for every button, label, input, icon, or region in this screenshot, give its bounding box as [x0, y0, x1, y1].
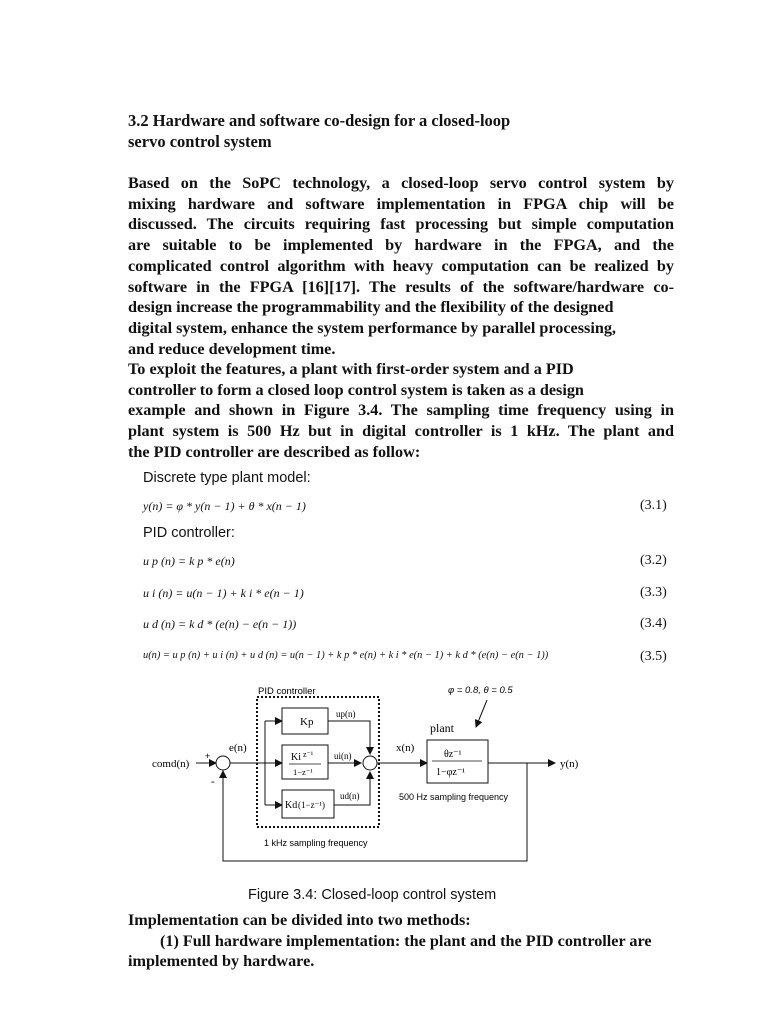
equation-number: (3.1): [640, 498, 667, 513]
text-line: implemented by hardware.: [128, 952, 315, 971]
error-summing-junction: [216, 756, 230, 770]
text-line: controller to form a closed loop control system is taken as a design: [128, 380, 584, 399]
equation-3-3: u i (n) = u(n − 1) + k i * e(n − 1): [143, 586, 304, 600]
error-label: e(n): [229, 742, 247, 754]
equation-3-2: u p (n) = k p * e(n): [143, 554, 235, 568]
kd-label: Kd: [285, 800, 298, 811]
ki-label: Ki: [291, 752, 301, 763]
pid-controller-title: PID controller: [258, 686, 316, 697]
text-line: plant system is 500 Hz but in digital controller is 1 kHz. The plant and: [128, 422, 674, 441]
controller-summing-junction: [363, 756, 377, 770]
params-arrow: [476, 700, 487, 727]
equation-3-5: u(n) = u p (n) + u i (n) + u d (n) = u(n − 1) + k p * e(n) + k i * e(n − 1) + k d * (e(n) − e(n − 1)): [143, 650, 549, 661]
plant-input-label: x(n): [396, 742, 415, 754]
minus-sign: -: [211, 776, 215, 788]
text-line: design increase the programmability and the flexibility of the designed: [128, 298, 614, 317]
ki-numerator-exponent: z⁻¹: [303, 750, 314, 759]
equation-number: (3.5): [640, 649, 667, 664]
equation-3-4: u d (n) = k d * (e(n) − e(n − 1)): [143, 617, 297, 631]
controller-rate-label: 1 kHz sampling frequency: [264, 838, 368, 848]
equation-number: (3.3): [640, 585, 667, 600]
plus-sign: +: [205, 751, 211, 761]
output-label: y(n): [560, 758, 579, 770]
text-line: and reduce development time.: [128, 339, 336, 358]
text-line: mixing hardware and software implementation in FPGA chip will be: [128, 194, 674, 213]
equation-number: (3.4): [640, 616, 667, 631]
plant-title: plant: [430, 721, 454, 735]
text-line: digital system, enhance the system performance by parallel processing,: [128, 318, 616, 337]
text-line: example and shown in Figure 3.4. The sampling time frequency using in: [128, 401, 674, 420]
equation-3-1: y(n) = φ * y(n − 1) + θ * x(n − 1): [143, 499, 306, 513]
text-line: (1) Full hardware implementation: the plant and the PID controller are: [160, 931, 652, 950]
kp-label: Kp: [300, 716, 314, 728]
up-label: up(n): [336, 709, 356, 719]
ud-label: ud(n): [340, 791, 360, 801]
text-line: are suitable to be implemented by hardware in the FPGA, and the: [128, 236, 674, 255]
text-line: discussed. The circuits requiring fast processing but simple computation: [128, 215, 674, 234]
paragraph-3: [128, 910, 674, 972]
plant-model-label: Discrete type plant model:: [143, 470, 311, 486]
up-wire: [328, 721, 370, 754]
figure-caption: Figure 3.4: Closed-loop control system: [248, 887, 497, 903]
pid-controller-label: PID controller:: [143, 525, 235, 541]
heading-line-1: 3.2 Hardware and software co-design for a closed-loop: [128, 111, 511, 130]
text-line: software in the FPGA [16][17]. The results of the software/hardware co-: [128, 277, 674, 296]
plant-numerator: θz⁻¹: [444, 749, 462, 760]
plant-params: φ = 0.8, θ = 0.5: [448, 685, 513, 696]
text-line: To exploit the features, a plant with first-order system and a PID: [128, 360, 574, 378]
equation-number: (3.2): [640, 553, 667, 568]
text-line: Based on the SoPC technology, a closed-loop servo control system by: [128, 174, 674, 192]
kd-term: (1−z⁻¹): [298, 800, 326, 810]
text-line: Implementation can be divided into two methods:: [128, 911, 471, 929]
ui-label: ui(n): [334, 751, 352, 761]
plant-rate-label: 500 Hz sampling frequency: [399, 792, 509, 802]
input-label: comd(n): [152, 758, 190, 770]
text-line: complicated control algorithm with heavy computation can be realized by: [128, 256, 674, 275]
ki-denominator: 1−z⁻¹: [293, 767, 313, 777]
heading-line-2: servo control system: [128, 132, 272, 151]
text-line: the PID controller are described as follow:: [128, 442, 421, 461]
plant-denominator: 1−φz⁻¹: [436, 767, 466, 778]
